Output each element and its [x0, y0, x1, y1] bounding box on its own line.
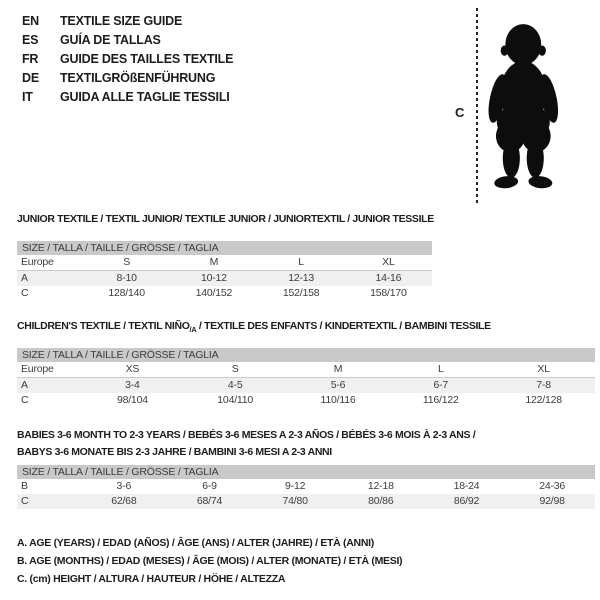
junior-row-a — [17, 271, 432, 286]
row-label-b: B — [21, 480, 28, 492]
lang-line-de — [22, 69, 233, 88]
junior-col-m: M — [209, 256, 219, 268]
children-col-xl: XL — [537, 363, 550, 375]
lang-code-es: ES — [22, 33, 39, 47]
cell: 6-9 — [202, 480, 217, 492]
junior-size-header-bar: SIZE / TALLA / TAILLE / GRÖSSE / TAGLIA — [17, 241, 432, 255]
cell: 6-7 — [433, 379, 449, 391]
babies-row-c — [17, 494, 595, 509]
cell: 128/140 — [108, 287, 145, 299]
lang-label-de: TEXTILGRÖßENFÜHRUNG — [60, 71, 216, 85]
cell: 116/122 — [422, 394, 459, 406]
children-title-post: / TEXTILE DES ENFANTS / KINDERTEXTIL / BAMBINI TESSILE — [196, 320, 491, 332]
children-row-c — [17, 393, 595, 408]
cell: 12-18 — [367, 480, 394, 492]
children-size-table — [17, 348, 595, 408]
cell: 110/116 — [320, 394, 356, 406]
lang-line-it — [22, 88, 233, 107]
cell: 5-6 — [330, 379, 346, 391]
cell: 92/98 — [539, 495, 565, 507]
junior-col-s: S — [123, 256, 131, 268]
row-label-a: A — [21, 379, 28, 391]
lang-code-fr: FR — [22, 52, 39, 66]
lang-label-it: GUIDA ALLE TAGLIE TESSILI — [60, 90, 230, 104]
junior-col-l: L — [298, 256, 304, 268]
cell: 18-24 — [453, 480, 480, 492]
cell: 8-10 — [116, 272, 137, 284]
cell: 152/158 — [282, 287, 320, 299]
babies-section-title — [17, 427, 475, 461]
cell: 10-12 — [200, 272, 227, 284]
legend-line-b: B. AGE (MONTHS) / EDAD (MESES) / ÂGE (MOIS) / ALTER (MONATE) / ETÀ (MESI) — [17, 555, 403, 567]
lang-label-en: TEXTILE SIZE GUIDE — [60, 14, 183, 28]
junior-col-europe: Europe — [21, 256, 54, 268]
language-title-block — [22, 12, 233, 107]
lang-line-fr — [22, 50, 233, 69]
row-label-c: C — [21, 394, 29, 406]
junior-size-table — [17, 241, 432, 301]
row-label-c: C — [21, 495, 29, 507]
junior-column-header-row — [17, 255, 432, 271]
babies-size-header-bar: SIZE / TALLA / TAILLE / GRÖSSE / TAGLIA — [17, 465, 595, 479]
cell: 24-36 — [539, 480, 566, 492]
lang-code-it: IT — [22, 90, 33, 104]
cell: 3-6 — [116, 480, 132, 492]
lang-code-en: EN — [22, 14, 39, 28]
cell: 104/110 — [217, 394, 254, 406]
row-label-a: A — [21, 272, 28, 284]
children-title-pre: CHILDREN'S TEXTILE / TEXTIL NIÑO — [17, 320, 190, 332]
children-col-s: S — [231, 363, 239, 375]
lang-code-de: DE — [22, 71, 39, 85]
cell: 80/86 — [368, 495, 394, 507]
babies-title-line2: BABYS 3-6 MONATE BIS 2-3 JAHRE / BAMBINI 3-6 MESI A 2-3 ANNI — [17, 446, 332, 458]
legend-line-c: C. (cm) HEIGHT / ALTURA / HAUTEUR / HÖHE / ALTEZZA — [17, 573, 286, 585]
cell: 98/104 — [116, 394, 148, 406]
lang-line-en — [22, 12, 233, 31]
children-col-europe: Europe — [21, 363, 54, 375]
babies-title-line1: BABIES 3-6 MONTH TO 2-3 YEARS / BEBÉS 3-6 MESES A 2-3 AÑOS / BÉBÉS 3-6 MOIS À 2-3 ANS / — [17, 429, 476, 441]
row-label-c: C — [21, 287, 29, 299]
legend-line-a: A. AGE (YEARS) / EDAD (AÑOS) / ÂGE (ANS) / ALTER (JAHRE) / ETÀ (ANNI) — [17, 537, 374, 549]
children-size-header-bar: SIZE / TALLA / TAILLE / GRÖSSE / TAGLIA — [17, 348, 595, 362]
junior-section-title: JUNIOR TEXTILE / TEXTIL JUNIOR/ TEXTILE JUNIOR / JUNIORTEXTIL / JUNIOR TESSILE — [17, 213, 434, 225]
cell: 68/74 — [196, 495, 223, 507]
cell: 12-13 — [288, 272, 315, 284]
junior-row-c — [17, 286, 432, 301]
cell: 3-4 — [125, 379, 140, 391]
cell: 74/80 — [282, 495, 308, 507]
baby-figure — [450, 5, 598, 211]
children-col-l: L — [437, 363, 444, 375]
cell: 62/68 — [111, 495, 137, 507]
cell: 140/152 — [195, 287, 233, 299]
lang-line-es — [22, 31, 233, 50]
cell: 4-5 — [227, 379, 243, 391]
height-measure-label: C — [455, 105, 465, 120]
junior-col-xl: XL — [382, 256, 395, 268]
children-title-subscript: /A — [189, 325, 197, 335]
cell: 86/92 — [453, 495, 480, 507]
cell: 158/170 — [370, 287, 407, 299]
baby-silhouette-image — [478, 8, 572, 206]
children-section-title — [17, 320, 491, 334]
children-row-a — [17, 378, 595, 393]
children-col-xs: XS — [125, 363, 140, 375]
cell: 122/128 — [525, 394, 562, 406]
children-column-header-row — [17, 362, 595, 378]
measure-legend — [17, 534, 402, 588]
babies-size-table — [17, 465, 595, 509]
lang-label-es: GUÍA DE TALLAS — [60, 33, 161, 47]
children-col-m: M — [333, 363, 343, 375]
babies-row-b — [17, 479, 595, 494]
cell: 7-8 — [536, 379, 551, 391]
cell: 9-12 — [285, 480, 306, 492]
cell: 14-16 — [375, 272, 402, 284]
lang-label-fr: GUIDE DES TAILLES TEXTILE — [60, 52, 234, 66]
